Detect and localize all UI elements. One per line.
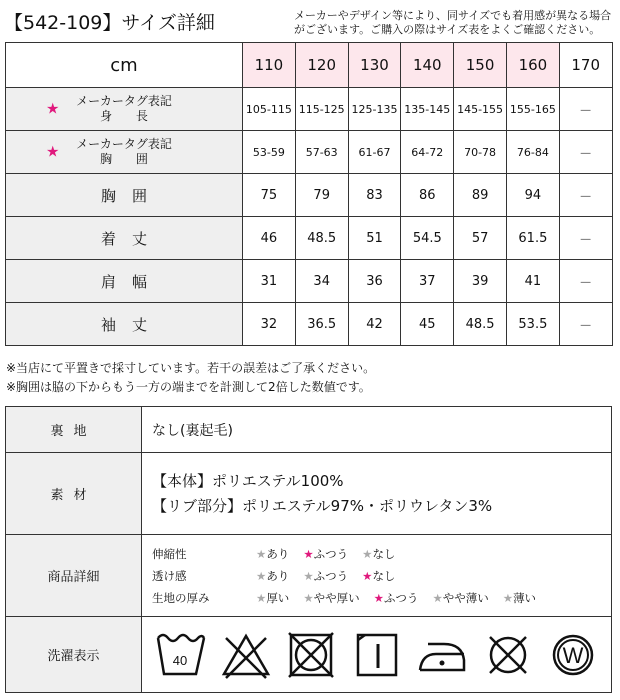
cell: 32: [243, 303, 296, 346]
cell: 125-135: [348, 88, 401, 131]
feature-label: 生地の厚み: [152, 590, 210, 605]
size-110: 110: [243, 43, 296, 88]
cell: 37: [401, 260, 454, 303]
cell: 51: [348, 217, 401, 260]
star-icon: ★: [432, 590, 443, 605]
row-label: 胸囲: [6, 174, 243, 217]
table-row-shoulder: [6, 260, 613, 303]
size-160: 160: [506, 43, 559, 88]
table-row-sleeve: [6, 303, 613, 346]
feature-row: [152, 565, 611, 587]
size-header-row: [6, 43, 613, 88]
cell: 36.5: [295, 303, 348, 346]
table-row-length: [6, 217, 613, 260]
cell: 46: [243, 217, 296, 260]
wash-temp-label: 40: [172, 652, 188, 668]
material-value: [142, 453, 612, 535]
page-title: 【542-109】サイズ詳細: [4, 12, 215, 34]
size-120: 120: [295, 43, 348, 88]
star-icon: ★: [256, 590, 267, 605]
feature-option: [256, 565, 289, 587]
feature-option: [256, 543, 289, 565]
star-icon: ★: [256, 568, 267, 583]
unit-cell: cm: [6, 43, 243, 88]
cell: 145-155: [454, 88, 507, 131]
star-icon: ★: [373, 590, 384, 605]
row-label: 肩幅: [6, 260, 243, 303]
feature-option-text: なし: [372, 568, 396, 583]
material-line-2: 【リブ部分】ポリエステル97%・ポリウレタン3%: [152, 496, 493, 515]
feature-option: [256, 587, 289, 609]
feature-option-text: あり: [266, 568, 290, 583]
cell: －: [559, 303, 612, 346]
cell: －: [559, 217, 612, 260]
fit-note-line-2: がございます。ご購入の際はサイズ表をよくご確認ください。: [294, 23, 601, 36]
cell: 42: [348, 303, 401, 346]
feature-option: [432, 587, 488, 609]
cell: 41: [506, 260, 559, 303]
star-icon: ★: [46, 142, 60, 161]
size-150: 150: [454, 43, 507, 88]
care-icons: [142, 617, 612, 693]
feature-row: [152, 543, 611, 565]
cell: 61-67: [348, 131, 401, 174]
cell: 135-145: [401, 88, 454, 131]
no-dry-clean-icon: [482, 630, 534, 680]
lining-key: 裏地: [6, 407, 142, 453]
star-icon: ★: [46, 99, 60, 118]
cell: 115-125: [295, 88, 348, 131]
feature-option: [303, 565, 348, 587]
lining-value: なし(裏起毛): [142, 407, 612, 453]
cell: 89: [454, 174, 507, 217]
cell: 31: [243, 260, 296, 303]
cell: 155-165: [506, 88, 559, 131]
feature-label: 伸縮性: [152, 546, 187, 561]
feature-option: [303, 543, 348, 565]
low-iron-icon: [416, 630, 468, 680]
star-icon: ★: [303, 568, 314, 583]
cell: 75: [243, 174, 296, 217]
feature-option-text: なし: [372, 546, 396, 561]
measurement-notes: [6, 359, 375, 397]
cell: 53-59: [243, 131, 296, 174]
cell: －: [559, 88, 612, 131]
wet-clean-letter: W: [562, 642, 584, 668]
table-row-tag-height: [6, 88, 613, 131]
feature-option-text: ふつう: [383, 590, 419, 605]
cell: 70-78: [454, 131, 507, 174]
no-bleach-icon: [220, 630, 272, 680]
size-table: [5, 42, 613, 346]
product-info-table: [5, 406, 612, 693]
star-icon: ★: [502, 590, 514, 605]
cell: 48.5: [454, 303, 507, 346]
details-key: 商品詳細: [6, 535, 142, 617]
feature-option-text: あり: [266, 546, 290, 561]
feature-label: 透け感: [152, 568, 187, 583]
cell: 83: [348, 174, 401, 217]
cell: 36: [348, 260, 401, 303]
row-label: 袖丈: [6, 303, 243, 346]
size-130: 130: [348, 43, 401, 88]
cell: 57-63: [295, 131, 348, 174]
feature-option-text: ふつう: [313, 568, 349, 583]
cell: 79: [295, 174, 348, 217]
cell: 53.5: [506, 303, 559, 346]
material-row: [6, 453, 612, 535]
star-icon: ★: [256, 546, 267, 561]
fit-note-line-1: メーカーやデザイン等により、同サイズでも着用感が異なる場合: [294, 9, 612, 22]
size-170: 170: [559, 43, 612, 88]
feature-row: [152, 587, 611, 609]
cell: －: [559, 174, 612, 217]
cell: 48.5: [295, 217, 348, 260]
row-label: ★ メーカータグ表記 胸 囲: [6, 131, 243, 174]
star-icon: ★: [303, 546, 314, 561]
details-value: [142, 535, 612, 617]
feature-option: [374, 587, 419, 609]
feature-option: [303, 587, 359, 609]
cell: 61.5: [506, 217, 559, 260]
line-dry-icon: [351, 630, 403, 680]
fit-note: [294, 9, 616, 37]
cell: 57: [454, 217, 507, 260]
row-label: 着丈: [6, 217, 243, 260]
star-icon: ★: [362, 546, 373, 561]
wet-clean-icon: [547, 630, 599, 680]
feature-option-text: ふつう: [313, 546, 349, 561]
care-key: 洗濯表示: [6, 617, 142, 693]
cell: －: [559, 260, 612, 303]
material-key: 素材: [6, 453, 142, 535]
table-row-tag-chest: [6, 131, 613, 174]
cell: 54.5: [401, 217, 454, 260]
feature-option-text: やや厚い: [313, 590, 360, 605]
wash-40-icon: [154, 630, 206, 680]
cell: 94: [506, 174, 559, 217]
feature-option-text: 厚い: [266, 590, 290, 605]
row-label: ★ メーカータグ表記 身 長: [6, 88, 243, 131]
no-tumble-dry-icon: [285, 630, 337, 680]
cell: －: [559, 131, 612, 174]
note-line-1: ※当店にて平置きで採寸しています。若干の誤差はご了承ください。: [6, 361, 376, 375]
cell: 34: [295, 260, 348, 303]
feature-option: [362, 543, 395, 565]
note-line-2: ※胸囲は脇の下からもう一方の端までを計測して2倍した数値です。: [6, 380, 371, 394]
material-line-1: 【本体】ポリエステル100%: [152, 471, 344, 490]
feature-list: [152, 543, 611, 609]
cell: 86: [401, 174, 454, 217]
cell: 45: [401, 303, 454, 346]
feature-option-text: 薄い: [513, 590, 537, 605]
star-icon: ★: [303, 590, 314, 605]
details-row: [6, 535, 612, 617]
feature-option-text: やや薄い: [442, 590, 489, 605]
care-row: [6, 617, 612, 693]
feature-option: [362, 565, 395, 587]
lining-row: [6, 407, 612, 453]
star-icon: ★: [362, 568, 373, 583]
cell: 76-84: [506, 131, 559, 174]
cell: 64-72: [401, 131, 454, 174]
feature-option: [503, 587, 536, 609]
cell: 39: [454, 260, 507, 303]
cell: 105-115: [243, 88, 296, 131]
table-row-chest: [6, 174, 613, 217]
size-140: 140: [401, 43, 454, 88]
